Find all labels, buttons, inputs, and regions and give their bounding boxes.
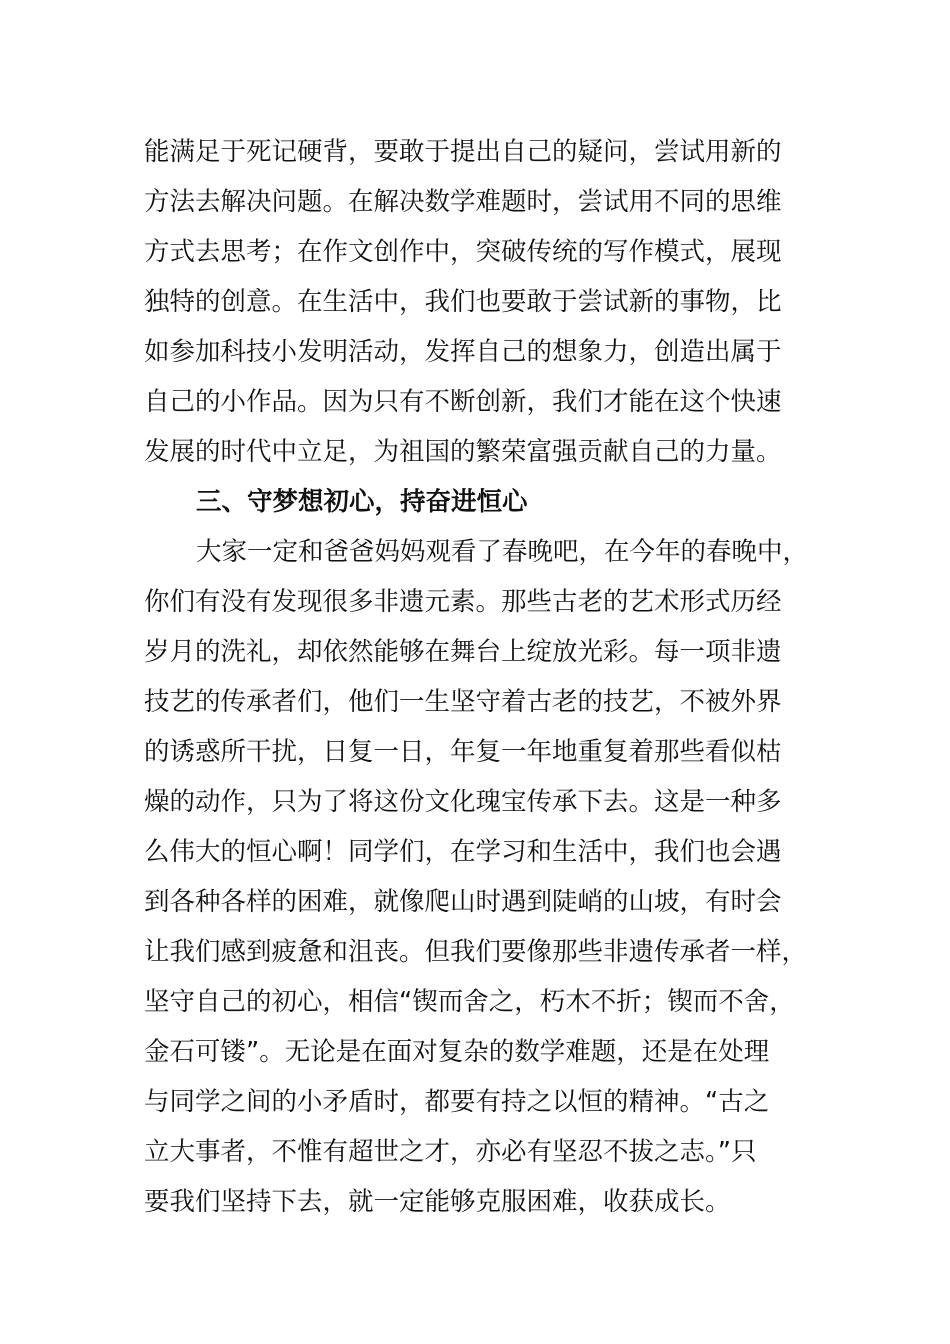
paragraph-line: 立大事者，不惟有超世之才，亦必有坚忍不拔之志。”只 (144, 1137, 757, 1167)
paragraph-line: 独特的创意。在生活中，我们也要敢于尝试新的事物，比 (144, 287, 782, 317)
paragraph-line: 么伟大的恒心啊！同学们，在学习和生活中，我们也会遇 (144, 837, 782, 867)
paragraph-line: 如参加科技小发明活动，发挥自己的想象力，创造出属于 (144, 337, 782, 367)
paragraph-line: 与同学之间的小矛盾时，都要有持之以恒的精神。“古之 (144, 1087, 770, 1117)
paragraph-line: 的诱惑所干扰，日复一日，年复一年地重复着那些看似枯 (144, 737, 782, 767)
paragraph-line: 到各种各样的困难，就像爬山时遇到陡峭的山坡，有时会 (144, 887, 782, 917)
document-body (144, 127, 814, 1227)
paragraph-line: 方式去思考；在作文创作中，突破传统的写作模式，展现 (144, 237, 782, 267)
paragraph-line: 自己的小作品。因为只有不断创新，我们才能在这个快速 (144, 387, 782, 417)
paragraph-line: 岁月的洗礼，却依然能够在舞台上绽放光彩。每一项非遗 (144, 637, 782, 667)
paragraph-line: 你们有没有发现很多非遗元素。那些古老的艺术形式历经 (144, 587, 782, 617)
paragraph-line: 技艺的传承者们，他们一生坚守着古老的技艺，不被外界 (144, 687, 782, 717)
paragraph-line: 燥的动作，只为了将这份文化瑰宝传承下去。这是一种多 (144, 787, 782, 817)
section-heading: 三、守梦想初心，持奋进恒心 (196, 487, 528, 517)
paragraph-line: 坚守自己的初心，相信“锲而舍之，朽木不折；锲而不舍， (144, 987, 795, 1017)
paragraph-line: 方法去解决问题。在解决数学难题时，尝试用不同的思维 (144, 187, 782, 217)
paragraph-line: 发展的时代中立足，为祖国的繁荣富强贡献自己的力量。 (144, 437, 782, 467)
paragraph-line: 让我们感到疲惫和沮丧。但我们要像那些非遗传承者一样， (144, 937, 808, 967)
paragraph-line: 要我们坚持下去，就一定能够克服困难，收获成长。 (144, 1187, 731, 1217)
paragraph-line: 金石可镂”。无论是在面对复杂的数学难题，还是在处理 (144, 1037, 770, 1067)
paragraph-line: 能满足于死记硬背，要敢于提出自己的疑问，尝试用新的 (144, 137, 782, 167)
paragraph-line: 大家一定和爸爸妈妈观看了春晚吧，在今年的春晚中， (196, 537, 809, 567)
